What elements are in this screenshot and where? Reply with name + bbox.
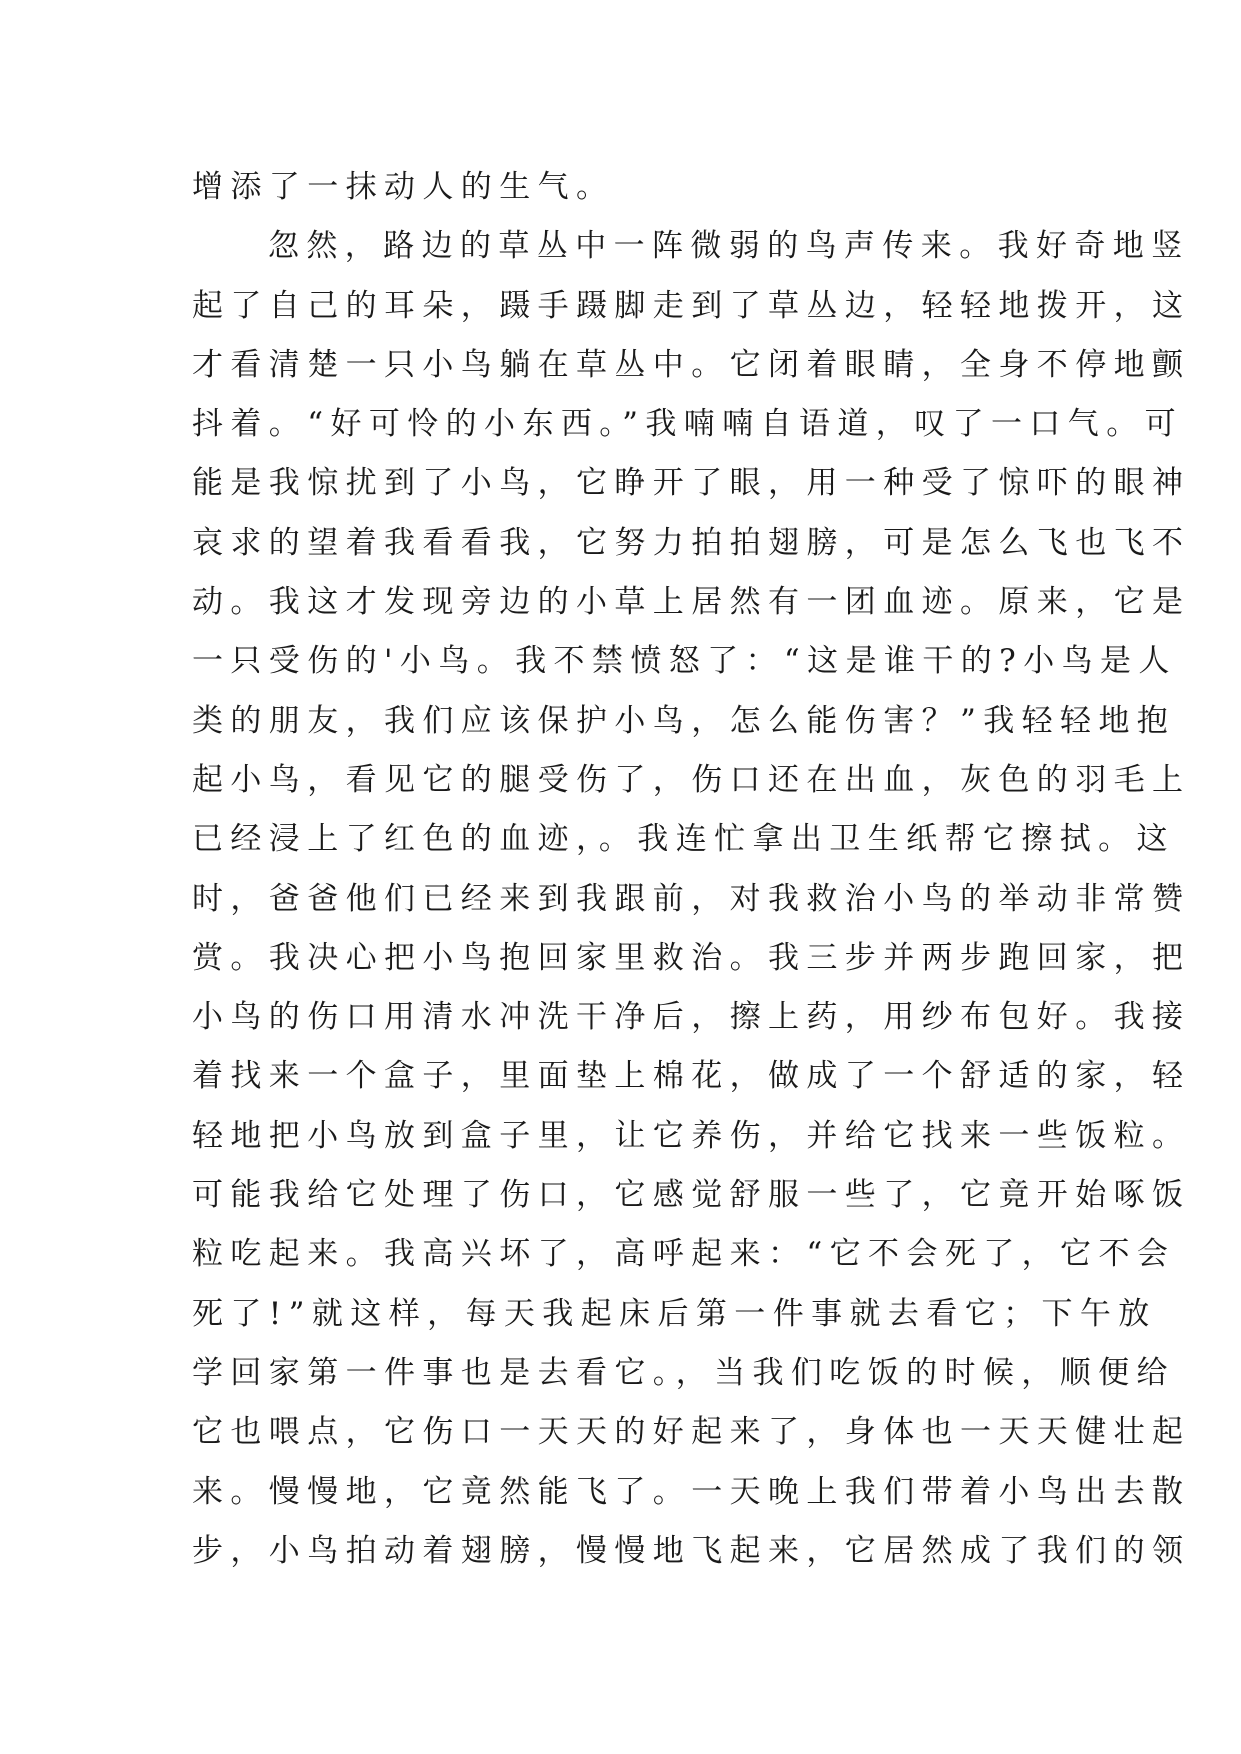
text-line: 已经浸上了红色的血迹，。我连忙拿出卫生纸帮它擦拭。这 <box>192 821 1175 858</box>
text-line: 赏。我决心把小鸟抱回家里救治。我三步并两步跑回家，把 <box>192 939 1191 976</box>
text-line: 它也喂点，它伤口一天天的好起来了，身体也一天天健壮起 <box>192 1414 1191 1451</box>
text-line: 死了!”就这样，每天我起床后第一件事就去看它；下午放 <box>192 1295 1157 1332</box>
text-line: 一只受伤的'小鸟。我不禁愤怒了：“这是谁干的?小鸟是人 <box>192 643 1177 680</box>
text-line: 增添了一抹动人的生气。 <box>192 169 615 205</box>
text-line: 步，小鸟拍动着翅膀，慢慢地飞起来，它居然成了我们的领 <box>192 1532 1191 1569</box>
text-line: 起小鸟，看见它的腿受伤了，伤口还在出血，灰色的羽毛上 <box>192 761 1191 798</box>
text-line: 来。慢慢地，它竟然能飞了。一天晚上我们带着小鸟出去散 <box>192 1473 1191 1510</box>
paragraph-start-line: 忽然，路边的草丛中一阵微弱的鸟声传来。我好奇地竖 <box>268 228 1190 265</box>
text-line: 小鸟的伤口用清水冲洗干净后，擦上药，用纱布包好。我接 <box>192 999 1191 1036</box>
text-line: 着找来一个盒子，里面垫上棉花，做成了一个舒适的家，轻 <box>192 1058 1191 1095</box>
text-line: 轻地把小鸟放到盒子里，让它养伤，并给它找来一些饭粒。 <box>192 1117 1191 1154</box>
text-line: 抖着。“好可怜的小东西。”我喃喃自语道，叹了一口气。可 <box>192 406 1183 443</box>
text-line: 能是我惊扰到了小鸟，它睁开了眼，用一种受了惊吓的眼神 <box>192 465 1191 502</box>
text-line: 粒吃起来。我高兴坏了，高呼起来：“它不会死了，它不会 <box>192 1236 1176 1273</box>
text-line: 动。我这才发现旁边的小草上居然有一团血迹。原来，它是 <box>192 584 1191 621</box>
text-line: 哀求的望着我看看我，它努力拍拍翅膀，可是怎么飞也飞不 <box>192 524 1191 561</box>
text-line: 学回家第一件事也是去看它。，当我们吃饭的时候，顺便给 <box>192 1354 1175 1391</box>
text-line: 时，爸爸他们已经来到我跟前，对我救治小鸟的举动非常赞 <box>192 880 1191 917</box>
text-line: 可能我给它处理了伤口，它感觉舒服一些了，它竟开始啄饭 <box>192 1177 1191 1214</box>
text-line: 起了自己的耳朵，蹑手蹑脚走到了草丛边，轻轻地拨开，这 <box>192 287 1191 324</box>
text-line: 类的朋友，我们应该保护小鸟，怎么能伤害？”我轻轻地抱 <box>192 702 1176 739</box>
body-text <box>192 158 1191 1581</box>
text-line: 才看清楚一只小鸟躺在草丛中。它闭着眼睛，全身不停地颤 <box>192 346 1191 383</box>
